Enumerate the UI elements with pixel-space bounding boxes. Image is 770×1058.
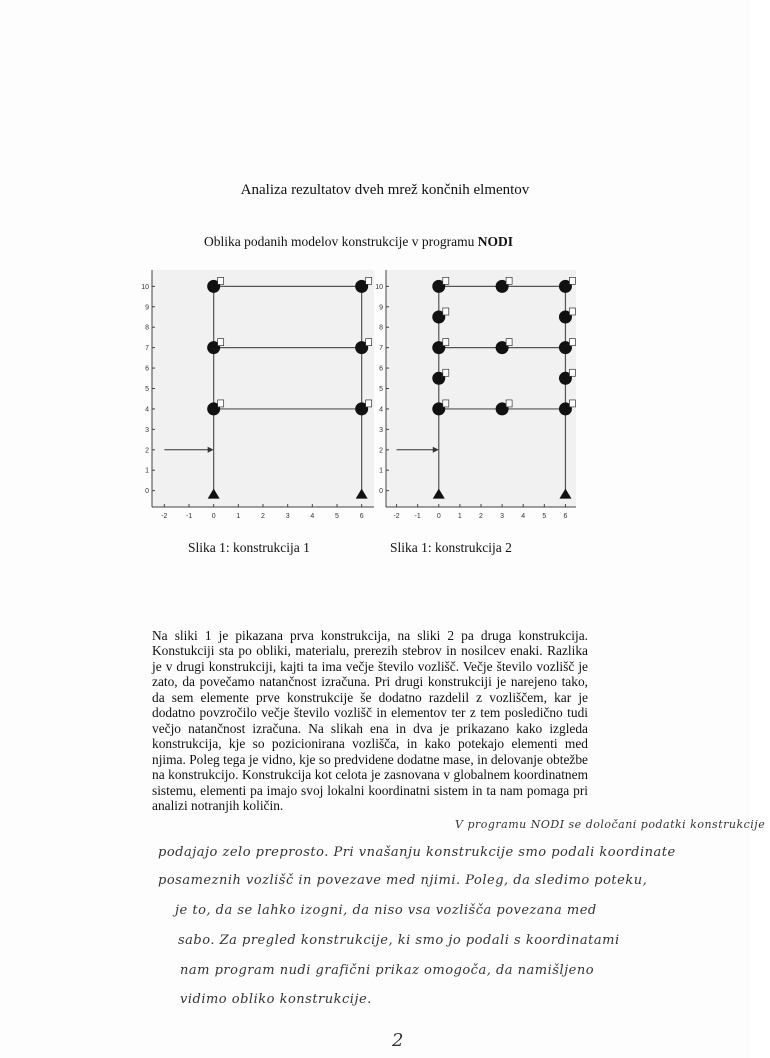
- x-tick-label: 3: [285, 513, 290, 520]
- node-label-box: [506, 277, 512, 284]
- handwritten-note-line: V programu NODI se določani podatki konstrukcije: [455, 818, 766, 831]
- y-tick-label: 0: [145, 488, 149, 496]
- x-tick-label: -1: [185, 513, 193, 520]
- x-tick-label: 1: [236, 513, 241, 520]
- y-tick-label: 6: [145, 365, 149, 373]
- plot-background: [386, 270, 576, 507]
- y-tick-label: 2: [379, 447, 383, 455]
- y-tick-label: 9: [379, 304, 383, 312]
- node-label-box: [443, 339, 449, 346]
- handwritten-note-line: posameznih vozlišč in povezave med njimi. Poleg, da sledimo poteku,: [158, 873, 648, 888]
- x-tick-label: 0: [436, 513, 441, 520]
- handwritten-note-line: sabo. Za pregled konstrukcije, ki smo jo podali s koordinatami: [178, 933, 620, 948]
- node-label-box: [218, 400, 224, 407]
- handwritten-note-line: je to, da se lahko izogni, da niso vsa vozlišča povezana med: [175, 903, 597, 918]
- page-number: 2: [392, 1030, 404, 1051]
- node-label-box: [569, 277, 575, 284]
- node-label-box: [569, 369, 575, 376]
- y-tick-label: 1: [379, 467, 383, 475]
- node-label-box: [569, 339, 575, 346]
- y-tick-label: 9: [145, 304, 149, 312]
- node-label-box: [218, 339, 224, 346]
- node-label-box: [443, 277, 449, 284]
- caption-2: Slika 1: konstrukcija 2: [390, 540, 512, 555]
- y-tick-label: 10: [141, 283, 149, 291]
- node-label-box: [569, 400, 575, 407]
- program-name: NODI: [477, 234, 513, 249]
- handwritten-note-line: podajajo zelo preprosto. Pri vnašanju konstrukcije smo podali koordinate: [158, 845, 676, 860]
- y-tick-label: 5: [145, 386, 149, 393]
- y-tick-label: 3: [145, 426, 149, 434]
- node-label-box: [569, 308, 575, 315]
- node-label-box: [506, 400, 512, 407]
- handwritten-note-line: vidimo obliko konstrukcije.: [180, 992, 372, 1007]
- x-tick-label: -2: [393, 513, 400, 520]
- x-tick-label: 1: [457, 513, 462, 520]
- x-tick-label: -1: [414, 513, 421, 520]
- node-label-box: [366, 277, 372, 284]
- x-tick-label: 0: [211, 513, 216, 520]
- node-label-box: [443, 369, 449, 376]
- node-label-box: [218, 277, 224, 284]
- caption-1: Slika 1: konstrukcija 1: [188, 540, 310, 555]
- x-tick-label: 6: [359, 513, 364, 520]
- node-label-box: [506, 339, 512, 346]
- figure-heading: [204, 234, 513, 250]
- document-title: Analiza rezultatov dveh mrež končnih elmentov: [240, 182, 530, 198]
- node-label-box: [366, 400, 372, 407]
- x-tick-label: 3: [500, 513, 505, 520]
- x-tick-label: -2: [161, 513, 168, 520]
- y-tick-label: 0: [379, 488, 383, 496]
- figure-konstrukcija-1: [140, 262, 380, 532]
- x-tick-label: 4: [521, 513, 526, 520]
- x-tick-label: 5: [542, 513, 547, 520]
- y-tick-label: 7: [379, 345, 383, 353]
- x-tick-label: 6: [563, 513, 568, 520]
- node-label-box: [366, 339, 372, 346]
- x-tick-label: 4: [310, 513, 315, 520]
- y-tick-label: 4: [379, 406, 383, 414]
- y-tick-label: 8: [379, 324, 383, 332]
- node-label-box: [443, 308, 449, 315]
- y-tick-label: 1: [145, 467, 149, 475]
- y-tick-label: 5: [379, 386, 383, 393]
- y-tick-label: 7: [145, 345, 149, 353]
- node-label-box: [443, 400, 449, 407]
- handwritten-note-line: nam program nudi grafični prikaz omogoča, da namišljeno: [180, 963, 595, 978]
- y-tick-label: 3: [379, 426, 383, 434]
- y-tick-label: 2: [145, 447, 149, 455]
- y-tick-label: 4: [145, 406, 149, 414]
- y-tick-label: 10: [375, 283, 383, 291]
- x-tick-label: 2: [479, 513, 483, 520]
- body-paragraph: Na sliki 1 je pikazana prva konstrukcija, na sliki 2 pa druga konstrukcija. Konstukciji sta po obliki, materialu, prerezih stebrov in nosilcev enaki. Razlika je v drugi konstrukciji, kajti ta ima večje število vozlišč. Večje število vozlišč je zato, da povečamo natančnost izračuna. Pri drugi konstrukciji je narejeno tako, da sem elemente prve konstrukcije še dodatno razdelil z vozliščem, kar je dodatno povzročilo večje število vozlišč in elementov ter z tem posledično tudi večjo natančnost izračuna. Na slikah ena in dva je prikazano kako izgleda konstrukcija, kje so pozicionirana vozlišča, in kako potekajo elementi med njima. Poleg tega je vidno, kje so predvidene dodatne mase, in delovanje obtežbe na konstrukcijo. Konstrukcija kot celota je zasnovana v globalnem koordinatnem sistemu, elementi pa imajo svoj lokalni koordinatni sistem in ta nam pomaga pri analizi notranjih količin.: [152, 628, 588, 813]
- plot-background: [152, 270, 374, 507]
- y-tick-label: 6: [379, 365, 383, 373]
- figure-heading-text: Oblika podanih modelov konstrukcije v programu: [204, 234, 478, 249]
- y-tick-label: 8: [145, 324, 149, 332]
- x-tick-label: 5: [335, 513, 339, 520]
- x-tick-label: 2: [261, 513, 265, 520]
- figure-konstrukcija-2: [375, 262, 598, 532]
